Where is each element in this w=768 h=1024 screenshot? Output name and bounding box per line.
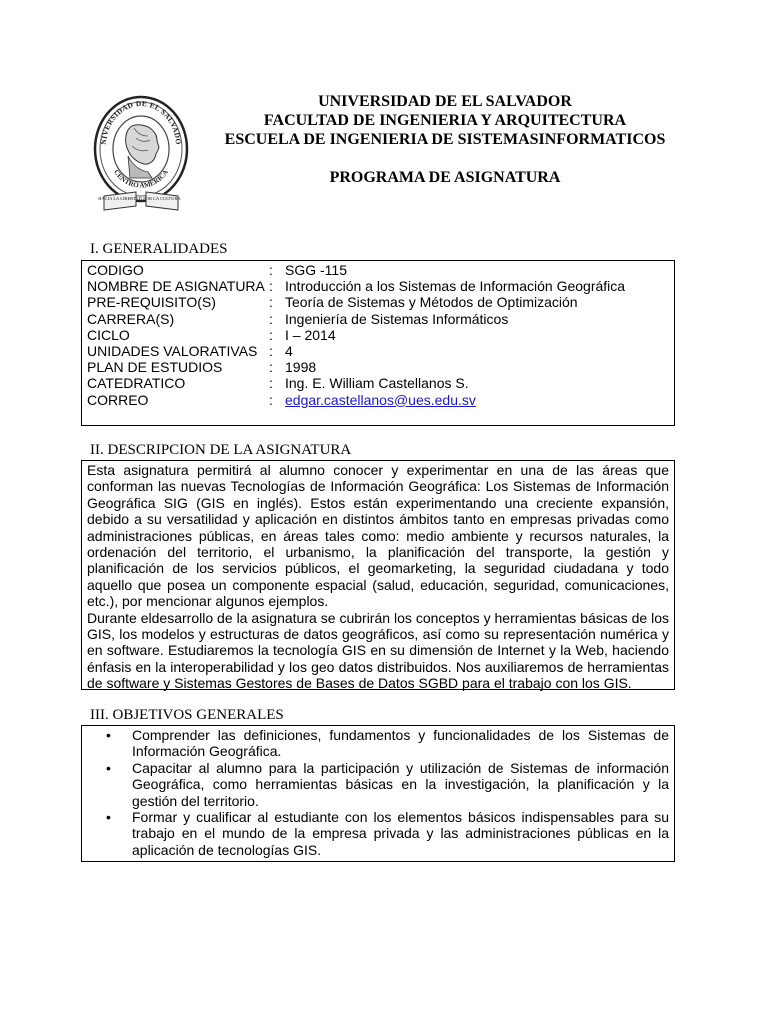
table-row xyxy=(87,392,669,408)
table-row xyxy=(87,327,669,343)
objetivo-text: Capacitar al alumno para la participación y utilización de Sistemas de información Geográfica, como herramientas básicas en la investigación, la planificación y la gestión del territorio. xyxy=(132,759,669,809)
bullet-icon: • xyxy=(106,727,111,743)
row-colon: : xyxy=(269,294,273,311)
row-colon: : xyxy=(269,310,273,327)
carrera-value: Ingeniería de Sistemas Informáticos xyxy=(285,310,509,327)
plan-estudios-value: 1998 xyxy=(285,359,317,376)
row-label: PLAN DE ESTUDIOS xyxy=(87,359,223,376)
row-colon: : xyxy=(269,262,273,278)
objetivos-list xyxy=(106,727,669,858)
catedratico-value: Ing. E. William Castellanos S. xyxy=(285,375,469,392)
university-name: UNIVERSIDAD DE EL SALVADOR xyxy=(318,93,572,110)
unidades-valorativas-value: 4 xyxy=(285,343,293,360)
row-label: CODIGO xyxy=(87,262,144,278)
table-row xyxy=(87,359,669,375)
row-label: CICLO xyxy=(87,326,130,343)
row-colon: : xyxy=(269,359,273,376)
section-generalidades-title: I. GENERALIDADES xyxy=(90,241,228,257)
row-label: PRE-REQUISITO(S) xyxy=(87,294,216,311)
objetivo-text: Formar y cualificar al estudiante con los elementos básicos indispensables para su trabajo en el mundo de la empresa privada y las administraciones públicas en la aplicación de tecnologías GIS. xyxy=(132,809,669,858)
document-header xyxy=(190,92,700,149)
table-row xyxy=(87,262,669,278)
generalidades-table xyxy=(81,260,675,426)
list-item xyxy=(106,809,669,858)
faculty-name: FACULTAD DE INGENIERIA Y ARQUITECTURA xyxy=(263,112,627,129)
ciclo-value: I – 2014 xyxy=(285,326,336,343)
section-descripcion-title: II. DESCRIPCION DE LA ASIGNATURA xyxy=(90,442,352,458)
seal-ring-bottom-text: CENTRO AMERICA xyxy=(112,168,170,190)
row-colon: : xyxy=(269,278,273,295)
table-row xyxy=(87,343,669,359)
row-colon: : xyxy=(269,391,273,408)
row-colon: : xyxy=(269,343,273,360)
bullet-icon: • xyxy=(106,759,111,776)
descripcion-paragraph-1: Esta asignatura permitirá al alumno conocer y experimentar en una de las áreas que conforman las nuevas Tecnologías de Información Geográfica: Los Sistemas de Información Geográfica SIG (GIS en inglés). Estos están experimentando una creciente expansión, debido a su versatilidad y aplicación en distintos ámbitos tanto en empresas privadas como administraciones públicas, en áreas tales como: medio ambiente y recursos naturales, la ordenación del territorio, el urbanismo, la planificación del transporte, la gestión y planificación de los servicios públicos, el geomarketing, la seguridad ciudadana y todo aquello que posea un componente espacial (salud, educación, seguridad, comunicaciones, etc.), por mencionar algunos ejemplos. xyxy=(87,462,669,610)
university-seal-icon xyxy=(92,86,190,222)
email-link[interactable]: edgar.castellanos@ues.edu.sv xyxy=(285,391,476,408)
list-item xyxy=(106,727,669,760)
row-colon: : xyxy=(269,375,273,392)
table-row xyxy=(87,294,669,310)
row-label: CATEDRATICO xyxy=(87,375,186,392)
row-label: UNIDADES VALORATIVAS xyxy=(87,343,258,360)
section-objetivos-title: III. OBJETIVOS GENERALES xyxy=(90,707,284,723)
program-title: PROGRAMA DE ASIGNATURA xyxy=(329,169,561,186)
school-name: ESCUELA DE INGENIERIA DE SISTEMASINFORMATICOS xyxy=(224,131,666,148)
list-item xyxy=(106,759,669,809)
row-label: NOMBRE DE ASIGNATURA xyxy=(87,278,265,295)
seal-ribbon-right-text: POR LA CULTURA xyxy=(143,196,181,201)
row-label: CORREO xyxy=(87,391,149,408)
row-colon: : xyxy=(269,326,273,343)
codigo-value: SGG -115 xyxy=(285,262,347,278)
row-label: CARRERA(S) xyxy=(87,310,175,327)
table-row xyxy=(87,375,669,391)
seal-ribbon-left-text: HACIA LA LIBERTAD xyxy=(98,196,142,201)
table-row xyxy=(87,278,669,294)
objetivos-box xyxy=(81,725,675,862)
objetivo-text: Comprender las definiciones, fundamentos y funcionalidades de los Sistemas de Información Geográfica. xyxy=(132,727,669,760)
seal-ring-top-text: NIVERSIDAD DE EL SALVADO xyxy=(98,98,184,146)
table-row xyxy=(87,311,669,327)
descripcion-box xyxy=(81,460,675,690)
bullet-icon: • xyxy=(106,809,111,826)
nombre-asignatura-value: Introducción a los Sistemas de Información Geográfica xyxy=(285,278,626,295)
descripcion-paragraph-2: Durante eldesarrollo de la asignatura se cubrirán los conceptos y herramientas básicas de los GIS, los modelos y estructuras de datos geográficos, así como su representación numérica y en software. Estudiaremos la tecnología GIS en su dimensión de Internet y la Web, haciendo énfasis en la interoperabilidad y los geo datos distribuidos. Nos auxiliaremos de herramientas de software y Sistemas Gestores de Bases de Datos SGBD para el trabajo con los GIS. xyxy=(87,609,669,692)
prerequisito-value: Teoría de Sistemas y Métodos de Optimización xyxy=(285,294,578,311)
